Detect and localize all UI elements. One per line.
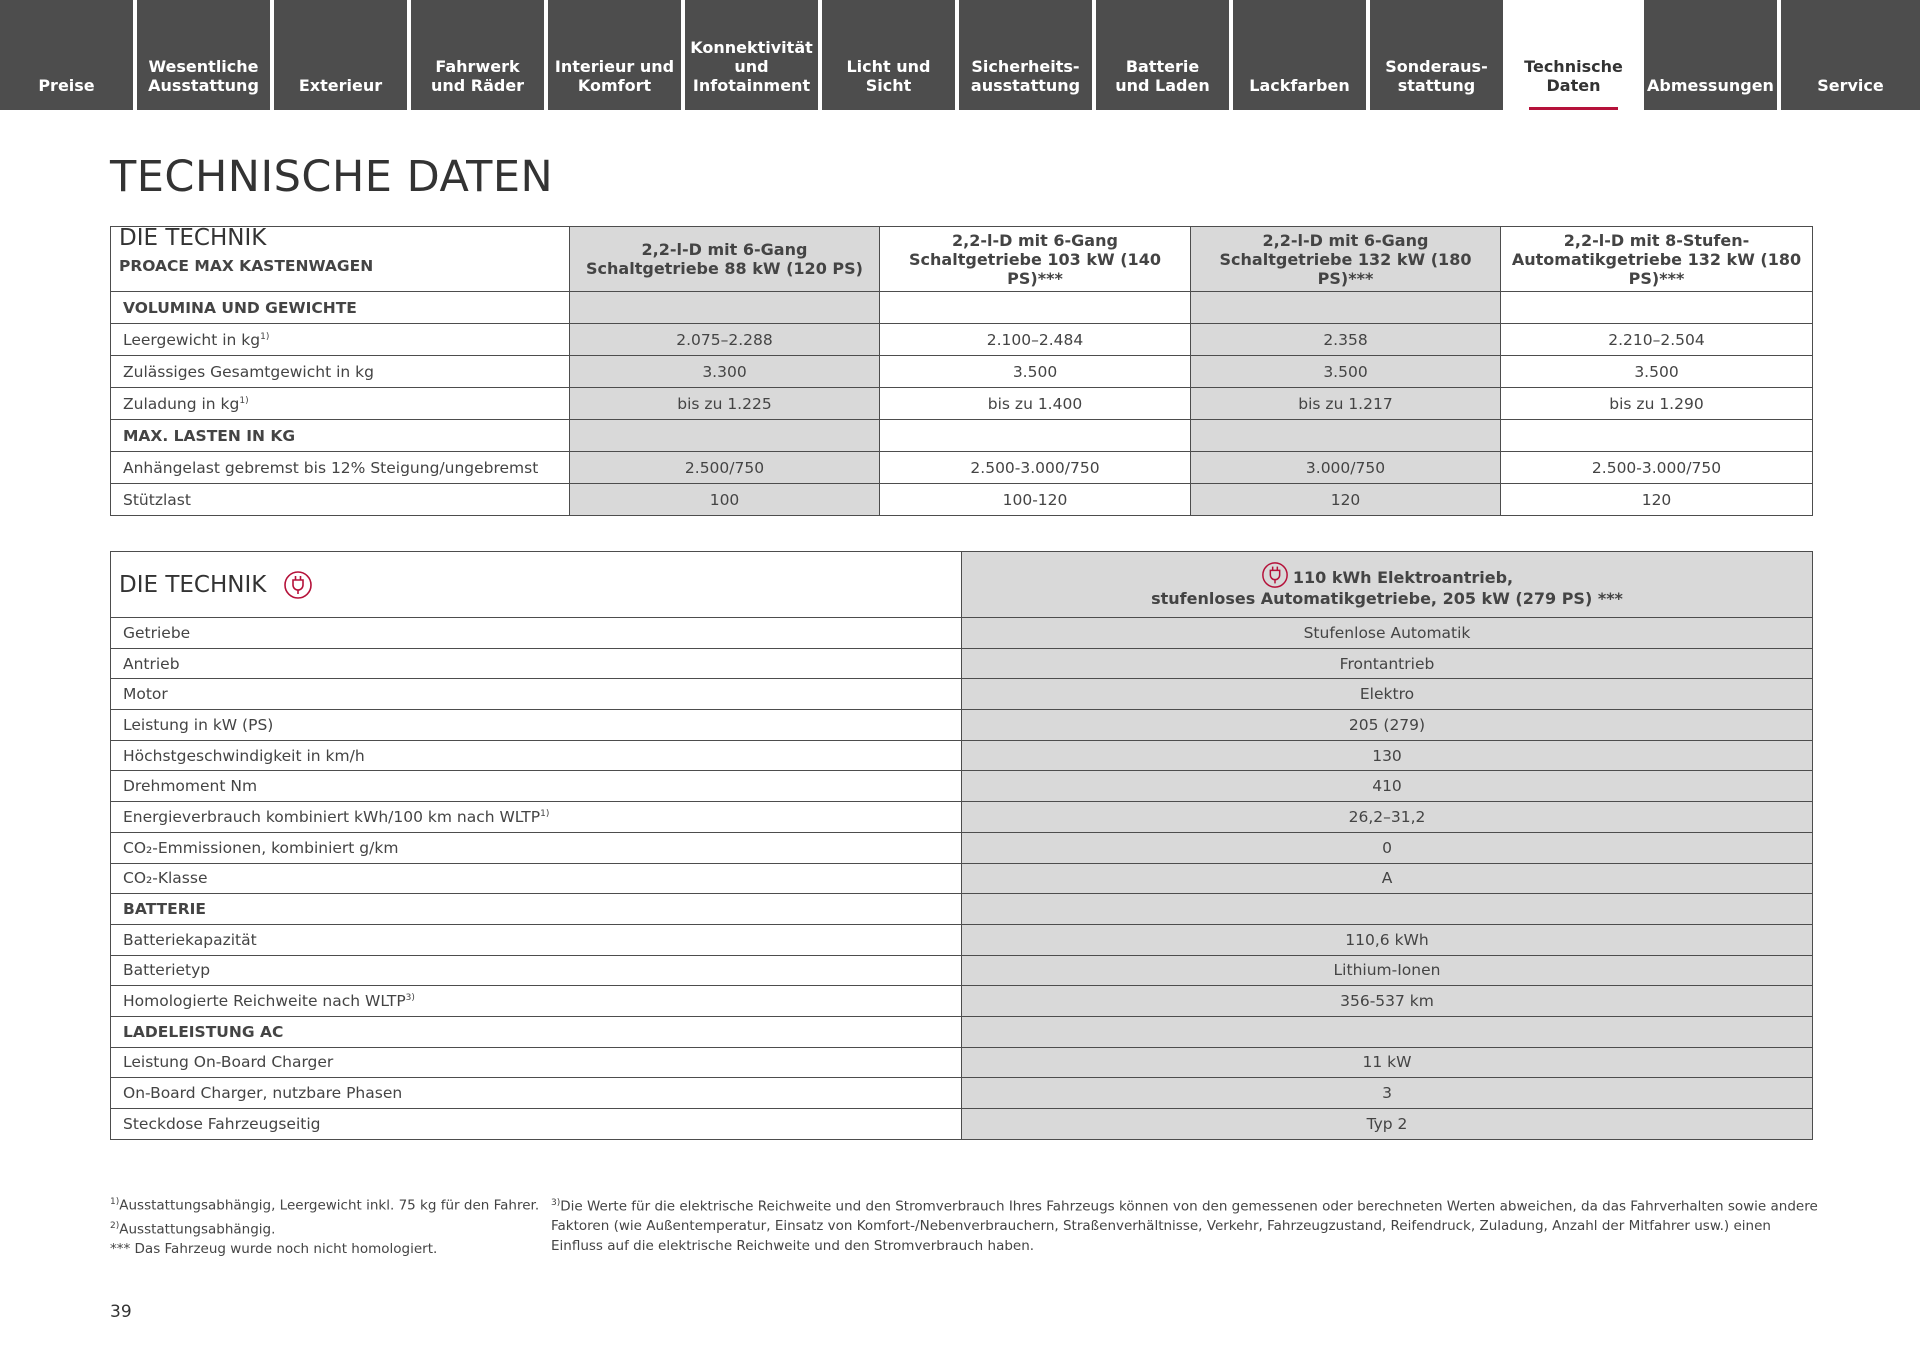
footnote <box>110 1216 540 1240</box>
table-row <box>111 955 1813 986</box>
cell-value: 110,6 kWh <box>962 924 1813 955</box>
table-row <box>111 802 1813 833</box>
nav-tab-exterieur[interactable] <box>274 0 407 110</box>
cell-value: 3.300 <box>570 356 880 388</box>
row-label <box>111 648 962 679</box>
cell-value: 11 kW <box>962 1047 1813 1078</box>
row-label-text: CO₂-Emmissionen, kombiniert g/km <box>123 838 399 857</box>
footnote-text: Ausstattungsabhängig. <box>119 1221 276 1237</box>
cell-value: Elektro <box>962 679 1813 710</box>
row-label <box>111 324 570 356</box>
row-label-text: LADELEISTUNG AC <box>123 1022 284 1041</box>
row-label <box>111 955 962 986</box>
footnote-text: Ausstattungsabhängig, Leergewicht inkl. 75 kg für den Fahrer. <box>119 1197 540 1214</box>
table-row <box>111 986 1813 1017</box>
cell-value: 205 (279) <box>962 710 1813 741</box>
nav-tab-technische-daten[interactable] <box>1507 0 1640 110</box>
empty-cell <box>880 292 1191 324</box>
table-row <box>111 356 1813 388</box>
nav-tab-abmessungen[interactable] <box>1644 0 1777 110</box>
row-label-text: Zulässiges Gesamtgewicht in kg <box>123 362 374 381</box>
row-label <box>111 356 570 388</box>
footnote <box>110 1192 540 1216</box>
row-label-text: Höchstgeschwindigkeit in km/h <box>123 746 365 765</box>
cell-value: bis zu 1.290 <box>1501 388 1813 420</box>
cell-value: 2.358 <box>1191 324 1501 356</box>
row-label-text: Motor <box>123 685 168 704</box>
table-row <box>111 679 1813 710</box>
column-header: 2,2-l-D mit 6-Gang Schaltgetriebe 88 kW (120 PS) <box>570 227 880 292</box>
nav-tab-licht-und-sicht[interactable] <box>822 0 955 110</box>
table-subtitle: PROACE MAX KASTENWAGEN <box>119 257 374 275</box>
empty-cell <box>1191 292 1501 324</box>
section-row <box>111 1016 1813 1047</box>
nav-tab-konnektivität-und-infotainment[interactable] <box>685 0 818 110</box>
cell-value: 3.500 <box>1501 356 1813 388</box>
row-label <box>111 618 962 649</box>
section-row <box>111 894 1813 925</box>
table-row <box>111 832 1813 863</box>
nav-tab-lackfarben[interactable] <box>1233 0 1366 110</box>
row-label-text: Leergewicht in kg <box>123 330 261 349</box>
cell-value: 0 <box>962 832 1813 863</box>
footnote-marker: 1) <box>239 395 249 406</box>
row-label-text: Energieverbrauch kombiniert kWh/100 km nach WLTP <box>123 807 541 826</box>
electric-plug-icon <box>1261 561 1289 589</box>
empty-cell <box>570 292 880 324</box>
table-header-row <box>111 552 1813 618</box>
cell-value: 356-537 km <box>962 986 1813 1017</box>
nav-tab-label: Technische Daten <box>1524 57 1623 95</box>
nav-tab-fahrwerk-und-räder[interactable] <box>411 0 544 110</box>
nav-tab-label: Licht und Sicht <box>846 57 931 95</box>
cell-value: 3.000/750 <box>1191 452 1501 484</box>
technik-table-electric <box>110 551 1813 1140</box>
row-label <box>111 1047 962 1078</box>
technik-table-diesel <box>110 226 1813 516</box>
cell-value: 2.100–2.484 <box>880 324 1191 356</box>
footnote-marker: 3) <box>551 1198 561 1208</box>
nav-tab-label: Fahrwerk und Räder <box>430 57 525 95</box>
electric-plug-icon <box>283 570 313 600</box>
cell-value: 2.500-3.000/750 <box>1501 452 1813 484</box>
row-label-text: CO₂-Klasse <box>123 869 208 888</box>
table-row <box>111 1078 1813 1109</box>
empty-cell <box>1501 420 1813 452</box>
column-header: 2,2-l-D mit 8-Stufen- Automatikgetriebe 132 kW (180 PS)*** <box>1501 227 1813 292</box>
footnote-marker: 2) <box>110 1220 120 1231</box>
nav-tab-batterie-und-laden[interactable] <box>1096 0 1229 110</box>
table-row <box>111 1109 1813 1140</box>
empty-cell <box>1501 292 1813 324</box>
row-label-text: Leistung On-Board Charger <box>123 1053 334 1072</box>
cell-value: 2.500-3.000/750 <box>880 452 1191 484</box>
table-row <box>111 771 1813 802</box>
empty-cell <box>1191 420 1501 452</box>
table-row <box>111 740 1813 771</box>
active-tab-indicator <box>1529 107 1618 110</box>
cell-value: 2.075–2.288 <box>570 324 880 356</box>
nav-tab-label: Preise <box>38 76 95 95</box>
footnote-marker: 3) <box>405 992 415 1003</box>
row-label-text: Batteriekapazität <box>123 930 257 949</box>
section-title: VOLUMINA UND GEWICHTE <box>111 292 570 324</box>
nav-tab-preise[interactable] <box>0 0 133 110</box>
cell-value: 120 <box>1501 484 1813 516</box>
cell-value: bis zu 1.400 <box>880 388 1191 420</box>
column-header: 2,2-l-D mit 6-Gang Schaltgetriebe 103 kW (140 PS)*** <box>880 227 1191 292</box>
section-title <box>111 1016 962 1047</box>
nav-tab-label: Sicherheits- ausstattung <box>970 57 1081 95</box>
column-header: 2,2-l-D mit 6-Gang Schaltgetriebe 132 kW (180 PS)*** <box>1191 227 1501 292</box>
table-row <box>111 618 1813 649</box>
row-label-text: Stützlast <box>123 490 191 509</box>
empty-cell <box>570 420 880 452</box>
section-title: MAX. LASTEN IN KG <box>111 420 570 452</box>
table-title-cell <box>111 227 570 292</box>
row-label-text: BATTERIE <box>123 900 206 919</box>
row-label <box>111 679 962 710</box>
nav-tab-label: Konnektivität und Infotainment <box>690 38 813 95</box>
table-header-row <box>111 227 1813 292</box>
cell-value: 120 <box>1191 484 1501 516</box>
nav-tab-label: Abmessungen <box>1647 76 1774 95</box>
row-label <box>111 863 962 894</box>
cell-value: A <box>962 863 1813 894</box>
table-row <box>111 452 1813 484</box>
table-row <box>111 324 1813 356</box>
section-title <box>111 894 962 925</box>
cell-value: bis zu 1.225 <box>570 388 880 420</box>
row-label-text: Drehmoment Nm <box>123 777 258 796</box>
cell-value: bis zu 1.217 <box>1191 388 1501 420</box>
nav-tab-label: Sonderaus- stattung <box>1385 57 1488 95</box>
row-label-text: Getriebe <box>123 623 191 642</box>
footnote-text: Die Werte für die elektrische Reichweite und den Stromverbrauch Ihres Fahrzeugs können von den gemessenen oder berechneten Werten abweichen, da das Fahrverhalten sowie andere Faktoren (wie Außentemperatur, Einsatz von Komfort-/Nebenverbrauchern, Straßenverhältnisse, Verkehr, Fahrzeugzustand, Reifendruck, Zuladung, Anzahl der Mitfahrer usw.) einen Einfluss auf die elektrische Reichweite und den Stromverbrauch haben. <box>551 1198 1818 1254</box>
nav-tab-service[interactable] <box>1781 0 1920 110</box>
column-header <box>962 552 1813 618</box>
row-label-text: Anhängelast gebremst bis 12% Steigung/ungebremst <box>123 458 539 477</box>
cell-value: 2.210–2.504 <box>1501 324 1813 356</box>
table-title: DIE TECHNIK <box>119 225 267 251</box>
nav-tab-label: Wesentliche Ausstattung <box>148 57 259 95</box>
page-number: 39 <box>110 1302 132 1322</box>
row-label <box>111 771 962 802</box>
empty-cell <box>880 420 1191 452</box>
table-row <box>111 924 1813 955</box>
nav-tab-sonderaus-stattung[interactable] <box>1370 0 1503 110</box>
table-row <box>111 388 1813 420</box>
footnote-marker: 1) <box>540 808 550 819</box>
cell-value: 26,2–31,2 <box>962 802 1813 833</box>
section-nav <box>0 0 1920 110</box>
table-row <box>111 648 1813 679</box>
row-label-text: Batterietyp <box>123 961 211 980</box>
row-label <box>111 1109 962 1140</box>
table-title-cell <box>111 552 962 618</box>
row-label <box>111 452 570 484</box>
section-row <box>111 292 1813 324</box>
table-title: DIE TECHNIK <box>119 571 267 598</box>
cell-value: Stufenlose Automatik <box>962 618 1813 649</box>
row-label <box>111 986 962 1017</box>
page-title: TECHNISCHE DATEN <box>110 152 554 202</box>
footnotes-left <box>110 1192 540 1259</box>
column-header-text: 110 kWh Elektroantrieb, stufenloses Automatikgetriebe, 205 kW (279 PS) *** <box>1151 568 1623 608</box>
cell-value: 2.500/750 <box>570 452 880 484</box>
nav-tab-wesentliche-ausstattung[interactable] <box>137 0 270 110</box>
cell-value: 130 <box>962 740 1813 771</box>
table-row <box>111 1047 1813 1078</box>
cell-value: 100-120 <box>880 484 1191 516</box>
cell-value: Frontantrieb <box>962 648 1813 679</box>
nav-tab-sicherheits-ausstattung[interactable] <box>959 0 1092 110</box>
cell-value: Lithium-Ionen <box>962 955 1813 986</box>
cell-value: 3.500 <box>1191 356 1501 388</box>
empty-cell <box>962 894 1813 925</box>
row-label <box>111 802 962 833</box>
nav-tab-interieur-und-komfort[interactable] <box>548 0 681 110</box>
row-label-text: Leistung in kW (PS) <box>123 715 274 734</box>
cell-value: 100 <box>570 484 880 516</box>
section-row <box>111 420 1813 452</box>
nav-tab-label: Lackfarben <box>1249 76 1350 95</box>
cell-value: 3 <box>962 1078 1813 1109</box>
footnote <box>110 1239 540 1259</box>
row-label-text: Steckdose Fahrzeugseitig <box>123 1114 321 1133</box>
footnote-marker: 1) <box>260 331 270 342</box>
row-label <box>111 832 962 863</box>
cell-value: Typ 2 <box>962 1109 1813 1140</box>
footnote-right <box>551 1194 1821 1256</box>
nav-tab-label: Exterieur <box>298 76 383 95</box>
row-label <box>111 484 570 516</box>
row-label-text: Zuladung in kg <box>123 394 240 413</box>
row-label <box>111 710 962 741</box>
footnote-text: *** Das Fahrzeug wurde noch nicht homologiert. <box>110 1241 438 1257</box>
table-row <box>111 863 1813 894</box>
nav-tab-label: Batterie und Laden <box>1115 57 1210 95</box>
row-label-text: Antrieb <box>123 654 180 673</box>
table-row <box>111 710 1813 741</box>
row-label <box>111 924 962 955</box>
nav-tab-label: Interieur und Komfort <box>554 57 675 95</box>
empty-cell <box>962 1016 1813 1047</box>
row-label <box>111 388 570 420</box>
cell-value: 3.500 <box>880 356 1191 388</box>
table-row <box>111 484 1813 516</box>
footnote-marker: 1) <box>110 1197 120 1207</box>
row-label <box>111 1078 962 1109</box>
cell-value: 410 <box>962 771 1813 802</box>
nav-tab-label: Service <box>1817 76 1884 95</box>
row-label <box>111 740 962 771</box>
row-label-text: Homologierte Reichweite nach WLTP <box>123 992 406 1011</box>
row-label-text: On-Board Charger, nutzbare Phasen <box>123 1084 403 1103</box>
